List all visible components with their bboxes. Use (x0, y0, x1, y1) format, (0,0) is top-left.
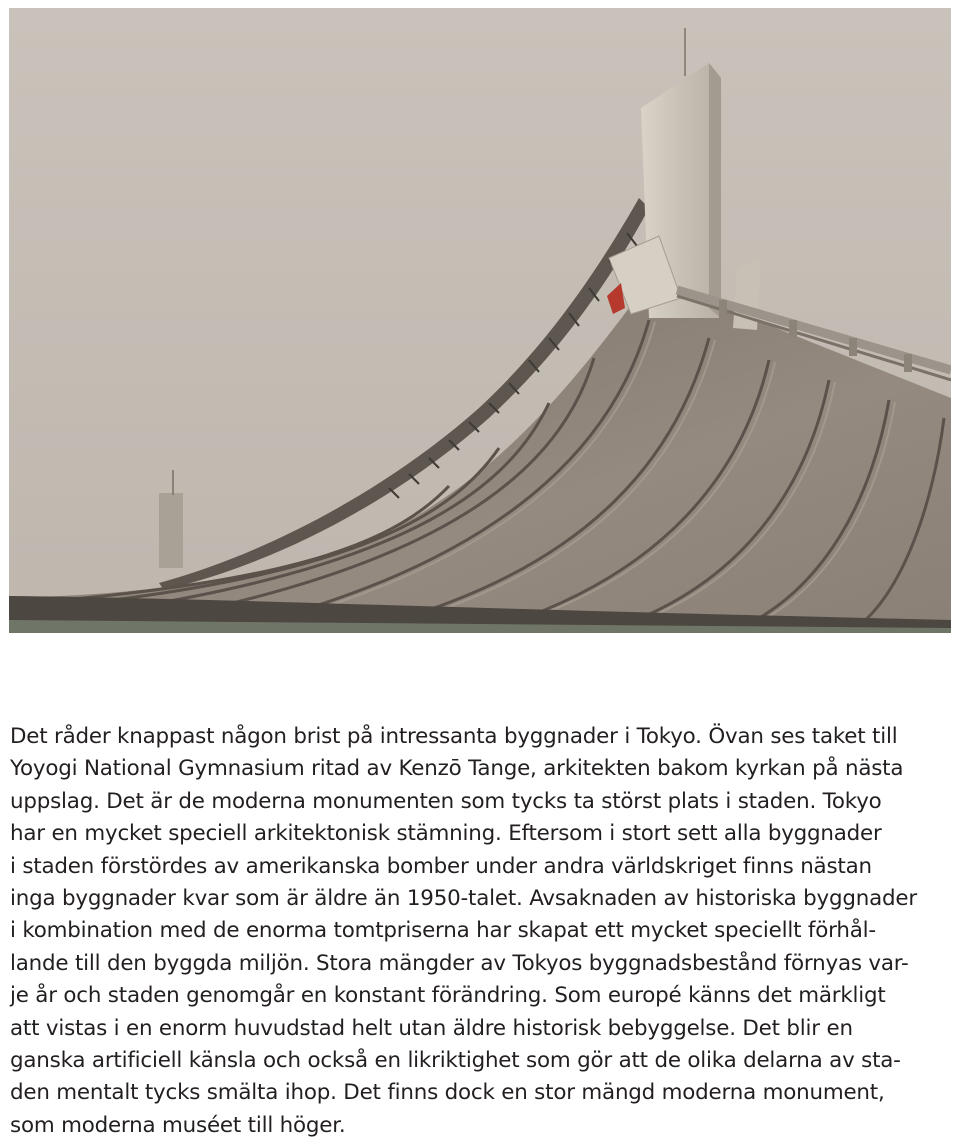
pylon-side (709, 63, 721, 318)
article-line: i kombination med de enorma tomtpriserna har skapat ett mycket speciellt förhål- (10, 918, 876, 944)
article-line: uppslag. Det är de moderna monumenten som tycks ta störst plats i staden. Tokyo (10, 788, 882, 814)
article-line: att vistas i en enorm huvudstad helt utan äldre historisk bebyggelse. Det blir en (10, 1015, 853, 1041)
article-line: Yoyogi National Gymnasium ritad av Kenzō Tange, arkitekten bakom kyrkan på nästa (10, 756, 904, 782)
article-line: som moderna muséet till höger. (10, 1112, 346, 1138)
article-line: i staden förstördes av amerikanska bomber under andra världskriget finns nästan (10, 853, 872, 879)
article-line: den mentalt tycks smälta ihop. Det finns dock en stor mängd moderna monument, (10, 1080, 885, 1106)
roof-photo (9, 8, 951, 633)
article-line: har en mycket speciell arkitektonisk stämning. Eftersom i stort sett alla byggnader (10, 821, 882, 847)
article-line: Det råder knappast någon brist på intressanta byggnader i Tokyo. Övan ses taket till (10, 724, 898, 749)
roof-illustration (9, 8, 951, 633)
article-line: ganska artificiell känsla och också en likriktighet som gör att de olika delarna av sta- (10, 1048, 901, 1074)
distant-tower (159, 493, 183, 568)
article-line: inga byggnader kvar som är äldre än 1950-talet. Avsaknaden av historiska byggnader (10, 886, 917, 912)
article-line: je år och staden genomgår en konstant förändring. Som europé känns det märkligt (10, 983, 886, 1009)
article-body (10, 721, 955, 1142)
article-line: lande till den byggda miljön. Stora mängder av Tokyos byggnadsbestånd förnyas var- (10, 950, 909, 976)
